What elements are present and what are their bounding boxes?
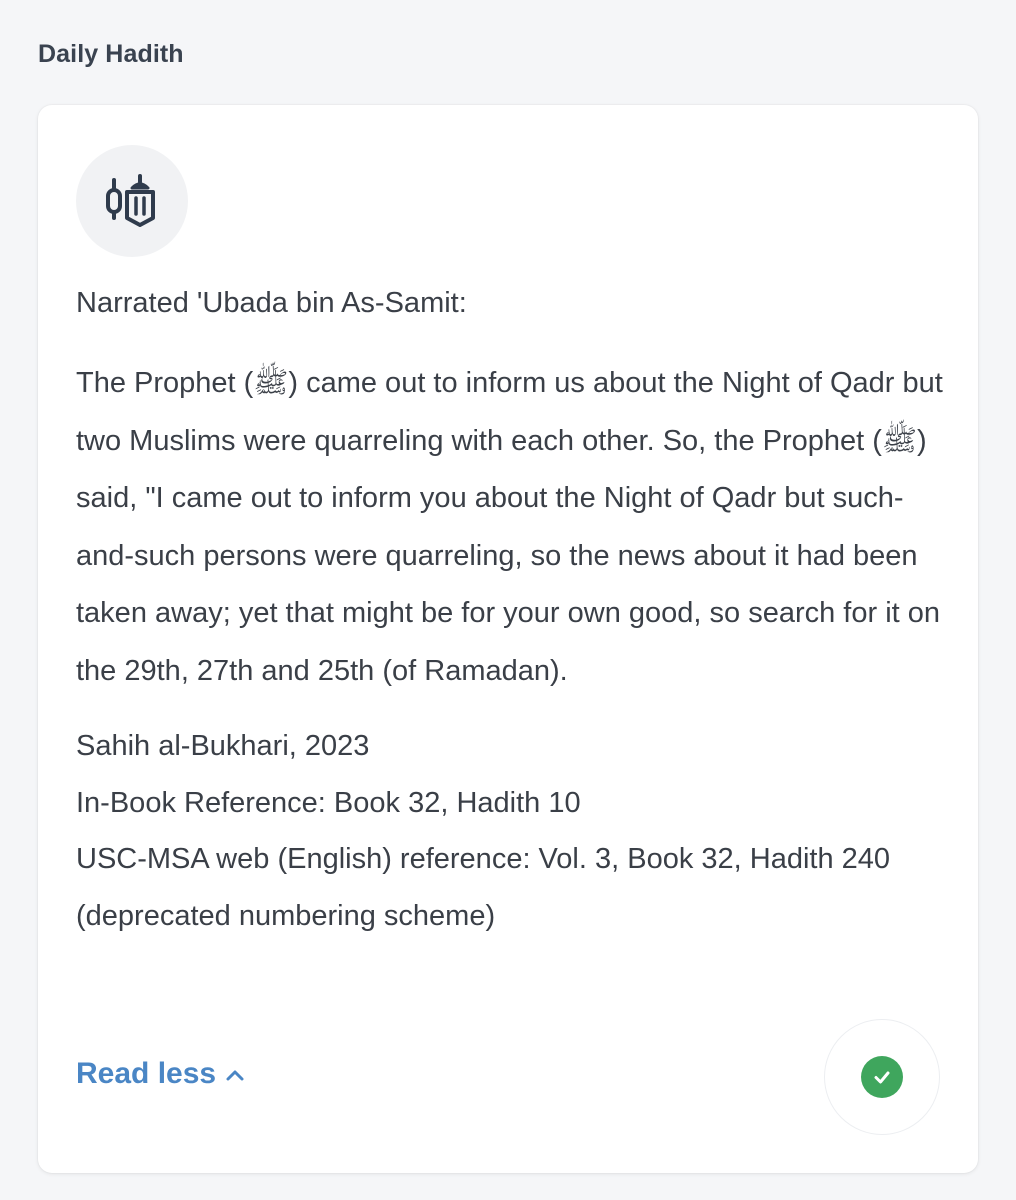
section-title: Daily Hadith [38, 40, 184, 68]
reference-in-book: In-Book Reference: Book 32, Hadith 10 [76, 786, 581, 819]
hadith-references [76, 718, 946, 944]
hadith-narrator: Narrated 'Ubada bin As-Samit: [76, 287, 467, 319]
hadith-icon-badge [76, 145, 188, 257]
reference-collection: Sahih al-Bukhari, 2023 [76, 730, 370, 762]
hadith-text: The Prophet (ﷺ) came out to inform us about the Night of Qadr but two Muslims were quarreling with each other. So, the Prophet (ﷺ) said, "I came out to inform you about the Night of Qadr but such-and-such persons were quarreling, so the news about it had been taken away; yet that might be for your own good, so search for it on the 29th, 27th and 25th (of Ramadan). [76, 367, 943, 687]
chevron-up-icon [224, 1064, 246, 1086]
reference-usc-msa: USC-MSA web (English) reference: Vol. 3, Book 32, Hadith 240 (deprecated numbering scheme) [76, 843, 891, 932]
hadith-content [76, 283, 946, 944]
hadith-card [38, 105, 978, 1173]
read-less-button[interactable] [76, 1057, 246, 1091]
mark-complete-button[interactable] [824, 1019, 940, 1135]
read-less-label: Read less [76, 1057, 217, 1090]
check-circle-icon [861, 1056, 903, 1098]
mosque-lantern-icon [105, 174, 159, 228]
